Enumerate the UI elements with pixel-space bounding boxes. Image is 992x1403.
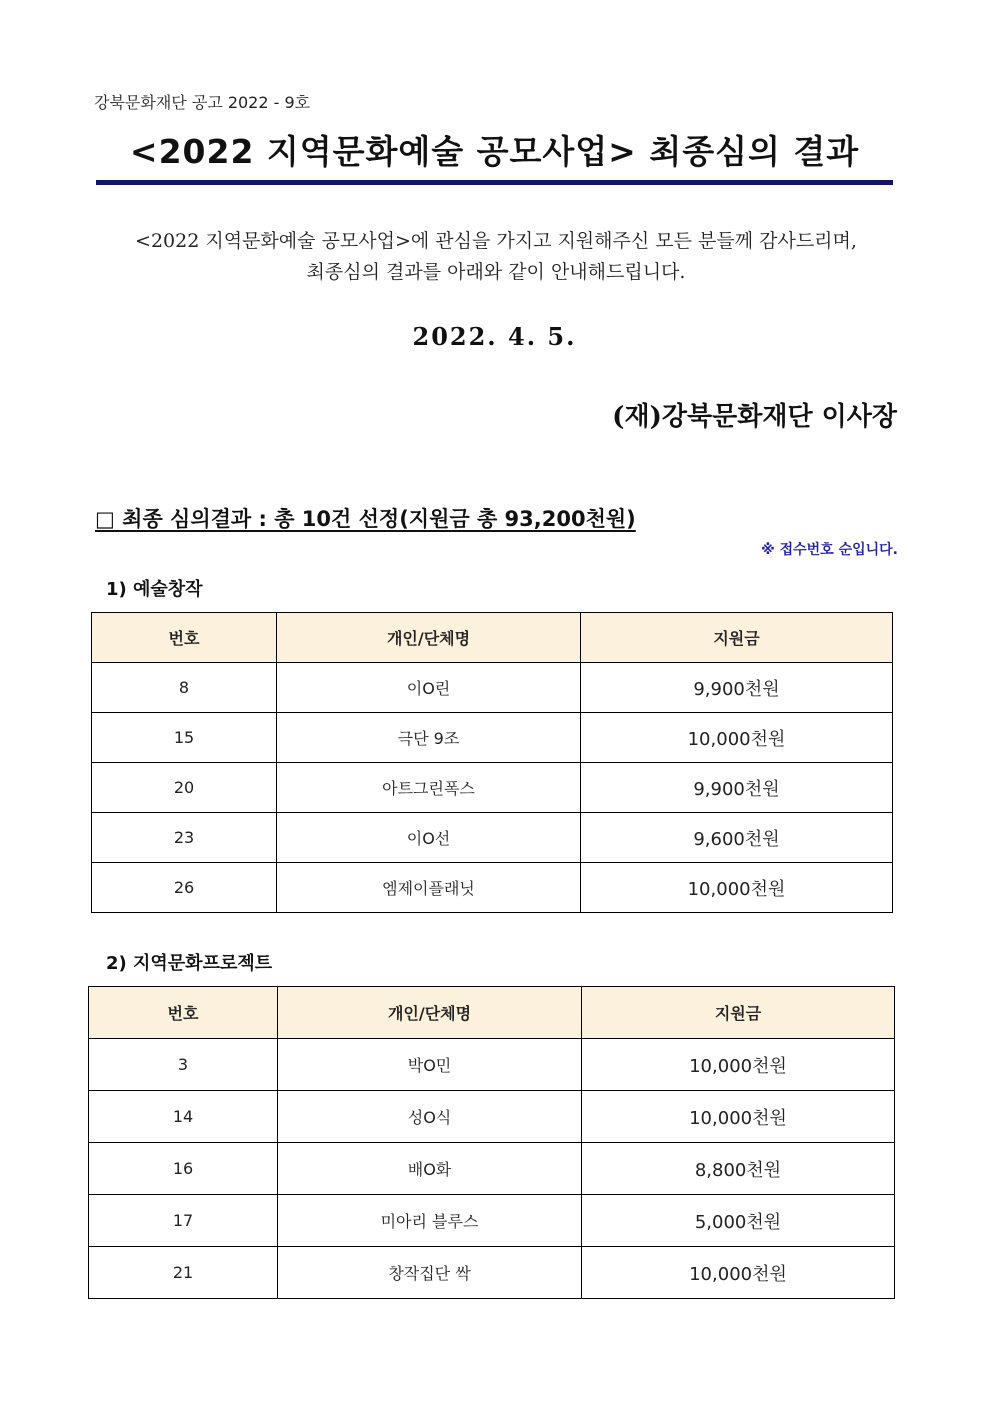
section-title-local-culture-project: 2) 지역문화프로젝트	[106, 953, 273, 974]
table-row	[92, 663, 893, 713]
table-row	[92, 763, 893, 813]
cell-name: 배O화	[278, 1143, 582, 1195]
column-header-name: 개인/단체명	[278, 987, 582, 1039]
section-title-art-creation: 1) 예술창작	[106, 579, 203, 600]
intro-line-2: 최종심의 결과를 아래와 같이 안내해드립니다.	[306, 261, 686, 283]
cell-amount: 10,000천원	[582, 1039, 895, 1091]
cell-number: 26	[92, 863, 277, 913]
table-row	[92, 813, 893, 863]
cell-number: 23	[92, 813, 277, 863]
cell-number: 3	[89, 1039, 278, 1091]
cell-amount: 10,000천원	[581, 863, 893, 913]
cell-amount: 10,000천원	[582, 1247, 895, 1299]
cell-name: 엠제이플래닛	[277, 863, 581, 913]
local-culture-project-table	[88, 986, 895, 1299]
cell-name: 극단 9조	[277, 713, 581, 763]
column-header-number: 번호	[89, 987, 278, 1039]
cell-amount: 5,000천원	[582, 1195, 895, 1247]
intro-line-1: <2022 지역문화예술 공모사업>에 관심을 가지고 지원해주신 모든 분들께 감사드리며,	[135, 230, 857, 252]
cell-name: 아트그린폭스	[277, 763, 581, 813]
table-row	[89, 1143, 895, 1195]
table-row	[89, 1039, 895, 1091]
order-note: ※ 접수번호 순입니다.	[761, 542, 898, 558]
column-header-name: 개인/단체명	[277, 613, 581, 663]
cell-number: 14	[89, 1091, 278, 1143]
cell-number: 20	[92, 763, 277, 813]
table-header-row	[92, 613, 893, 663]
table-row	[89, 1247, 895, 1299]
issuing-organization: (재)강북문화재단 이사장	[612, 402, 897, 432]
table-header-row	[89, 987, 895, 1039]
cell-name: 성O식	[278, 1091, 582, 1143]
cell-amount: 8,800천원	[582, 1143, 895, 1195]
cell-amount: 9,600천원	[581, 813, 893, 863]
cell-name: 창작집단 싹	[278, 1247, 582, 1299]
table-row	[89, 1195, 895, 1247]
cell-number: 17	[89, 1195, 278, 1247]
cell-amount: 9,900천원	[581, 763, 893, 813]
cell-name: 이O린	[277, 663, 581, 713]
title-divider	[96, 180, 893, 185]
cell-name: 미아리 블루스	[278, 1195, 582, 1247]
column-header-amount: 지원금	[582, 987, 895, 1039]
page-title: <2022 지역문화예술 공모사업> 최종심의 결과	[129, 132, 860, 171]
cell-number: 21	[89, 1247, 278, 1299]
table-row	[89, 1091, 895, 1143]
notice-number: 강북문화재단 공고 2022 - 9호	[94, 93, 311, 112]
table-row	[92, 713, 893, 763]
cell-name: 박O민	[278, 1039, 582, 1091]
art-creation-table	[91, 612, 893, 913]
cell-amount: 9,900천원	[581, 663, 893, 713]
cell-amount: 10,000천원	[581, 713, 893, 763]
column-header-amount: 지원금	[581, 613, 893, 663]
announcement-date: 2022. 4. 5.	[412, 322, 577, 351]
column-header-number: 번호	[92, 613, 277, 663]
table-row	[92, 863, 893, 913]
cell-name: 이O선	[277, 813, 581, 863]
cell-number: 15	[92, 713, 277, 763]
cell-number: 16	[89, 1143, 278, 1195]
cell-amount: 10,000천원	[582, 1091, 895, 1143]
cell-number: 8	[92, 663, 277, 713]
result-heading: □ 최종 심의결과 : 총 10건 선정(지원금 총 93,200천원)	[95, 507, 636, 531]
